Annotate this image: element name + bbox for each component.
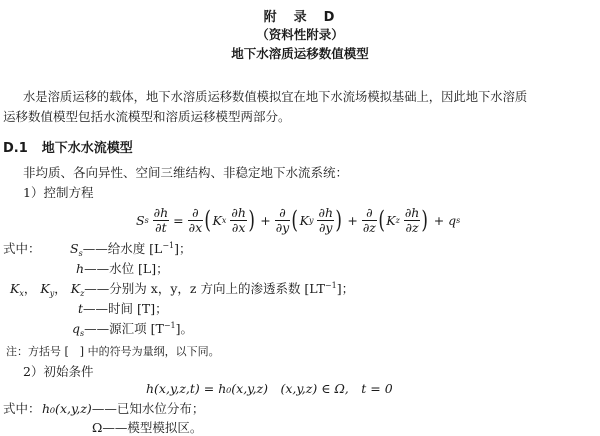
dh-dt-fraction: $\frac{\partial h}{\partial t}$ [153, 204, 169, 235]
where-label-2: 式中： [3, 401, 41, 416]
def-omega: Ω——模型模拟区。 [92, 420, 203, 435]
def-kxyz: $K_x$， $K_y$， $K_z——$分别为 x，y，z 方向上的渗透系数 $[LT^{-1}]$； [10, 281, 355, 298]
dimension-note: 注：方括号 [ ] 中的符号为量纲，以下同。 [6, 345, 220, 358]
where-label-1: 式中： [3, 241, 41, 256]
section-title: 地下水水流模型 [41, 141, 133, 156]
item-1-label: 1）控制方程 [23, 185, 94, 200]
appendix-title: 附 录 D [263, 10, 337, 25]
def-qs: $q_s——$源汇项 $[T^{-1}]$。 [72, 321, 194, 338]
def-ss: $S_s——$给水度 $[L^{-1}]$； [70, 241, 192, 258]
governing-equation: S s $\frac{\partial h}{\partial t}$ = $\frac{\partial}{\partial x}$ ( K x $\frac{\partial h}{\partial x}$ ) + $\frac{\partial}{\partial y}$ ( K y $\frac{\partial h}{\partial y}$ ) + $\frac{\partial}{\partial z}$ ( K z $\frac{\partial h}{\partial z}$ ) + q s [136, 204, 461, 235]
section-heading [3, 137, 133, 156]
item-2-label: 2）初始条件 [23, 364, 94, 379]
d-dz-fraction: $\frac{\partial}{\partial z}$ [362, 204, 376, 235]
intro-line-1: 水是溶质运移的载体，地下水溶质运移数值模拟宜在地下水流场模拟基础上，因此地下水溶质 [23, 90, 528, 104]
def-h: h——水位 [L]； [76, 261, 169, 276]
flow-system-description: 非均质、各向异性、空间三维结构、非稳定地下水流系统： [23, 165, 349, 180]
initial-condition-equation: h(x,y,z,t) = h₀(x,y,z) (x,y,z) ∈ Ω, t = 0 [146, 381, 393, 396]
d-dy-fraction: $\frac{\partial}{\partial y}$ [275, 204, 290, 235]
intro-line-2: 运移数值模型包括水流模型和溶质运移模型两部分。 [3, 109, 291, 124]
d-dx-fraction: $\frac{\partial}{\partial x}$ [188, 204, 203, 235]
def-h0: h₀(x,y,z)——已知水位分布； [42, 401, 205, 416]
def-t: t——时间 [T]； [78, 301, 168, 316]
appendix-heading: 地下水溶质运移数值模型 [231, 46, 369, 61]
appendix-subtitle: （资料性附录） [256, 27, 344, 42]
section-number: D.1 [3, 141, 28, 156]
